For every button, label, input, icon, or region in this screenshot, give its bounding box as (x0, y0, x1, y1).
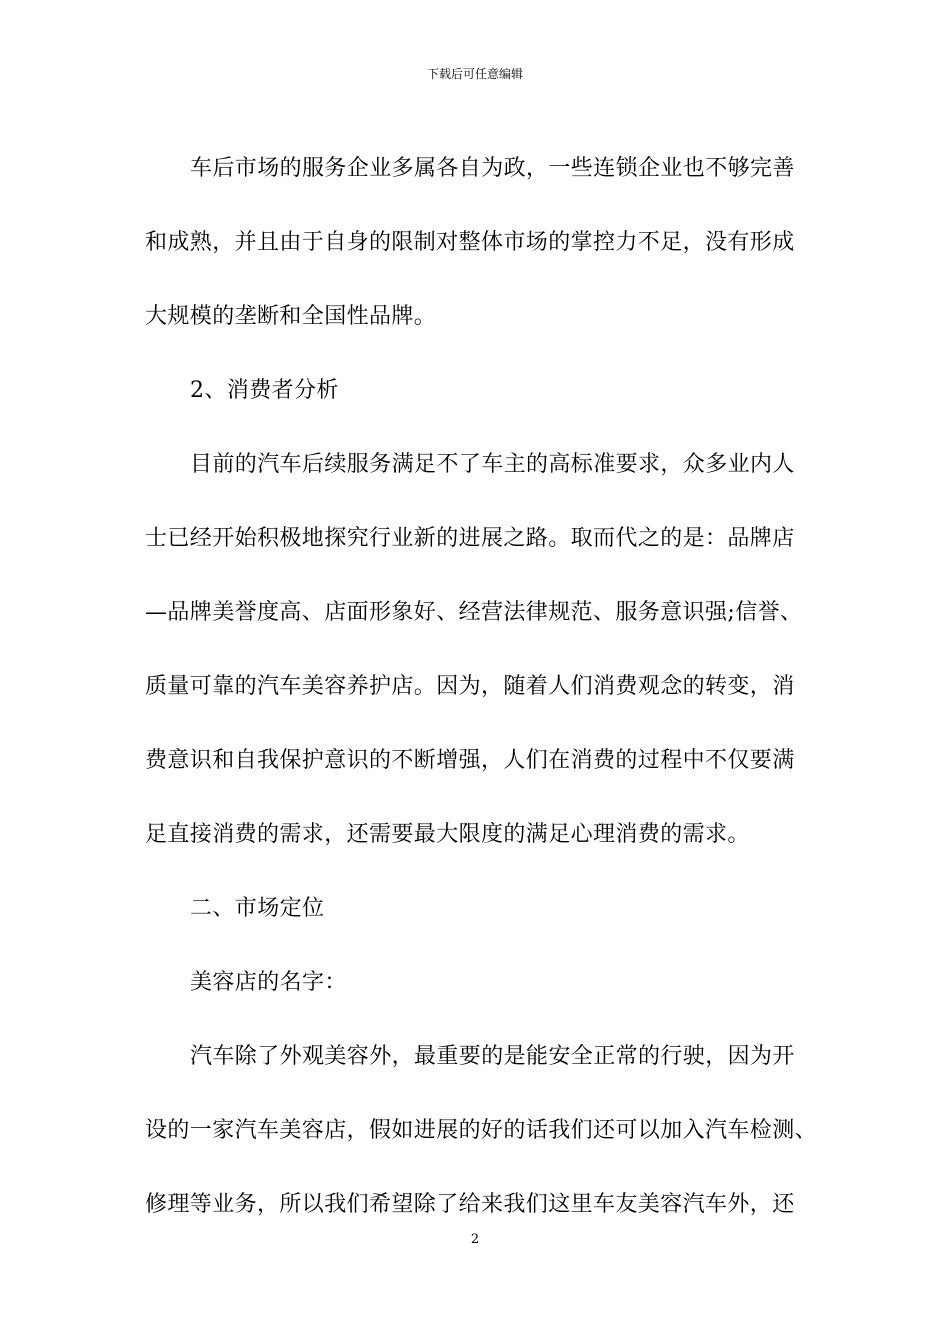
text-line: 设的一家汽车美容店，假如进展的好的话我们还可以加入汽车检测、 (145, 1118, 818, 1143)
section-heading-market-positioning (145, 872, 825, 946)
heading-text: 二、市场定位 (190, 896, 325, 921)
text-line: 汽车除了外观美容外，最重要的是能安全正常的行驶，因为开 (190, 1044, 795, 1069)
text-line: 目前的汽车后续服务满足不了车主的高标准要求，众多业内人 (190, 452, 795, 477)
text-line: 修理等业务，所以我们希望除了给来我们这里车友美容汽车外，还 (145, 1192, 795, 1217)
text-line: 足直接消费的需求，还需要最大限度的满足心理消费的需求。 (145, 822, 750, 847)
subheading-shop-name (145, 946, 825, 1020)
heading-text: 2、消费者分析 (190, 378, 339, 403)
paragraph-aftermarket-status (145, 132, 825, 354)
document-body (145, 132, 825, 1242)
paragraph-consumer-analysis (145, 428, 825, 872)
page-number: 2 (470, 1232, 480, 1247)
text-line: 质量可靠的汽车美容养护店。因为，随着人们消费观念的转变，消 (145, 674, 795, 699)
section-heading-consumer-analysis (145, 354, 825, 428)
heading-text: 美容店的名字： (190, 970, 347, 995)
text-line: 车后市场的服务企业多属各自为政，一些连锁企业也不够完善 (190, 156, 795, 181)
text-line: 大规模的垄断和全国性品牌。 (145, 304, 437, 329)
text-line: —品牌美誉度高、店面形象好、经营法律规范、服务意识强;信誉、 (145, 600, 803, 625)
paragraph-shop-name (145, 1020, 825, 1242)
text-line: 和成熟，并且由于自身的限制对整体市场的掌控力不足，没有形成 (145, 230, 795, 255)
text-line: 士已经开始积极地探究行业新的进展之路。取而代之的是：品牌店 (145, 526, 795, 551)
text-line: 费意识和自我保护意识的不断增强，人们在消费的过程中不仅要满 (145, 748, 795, 773)
page-header: 下载后可任意编辑 (426, 67, 523, 81)
